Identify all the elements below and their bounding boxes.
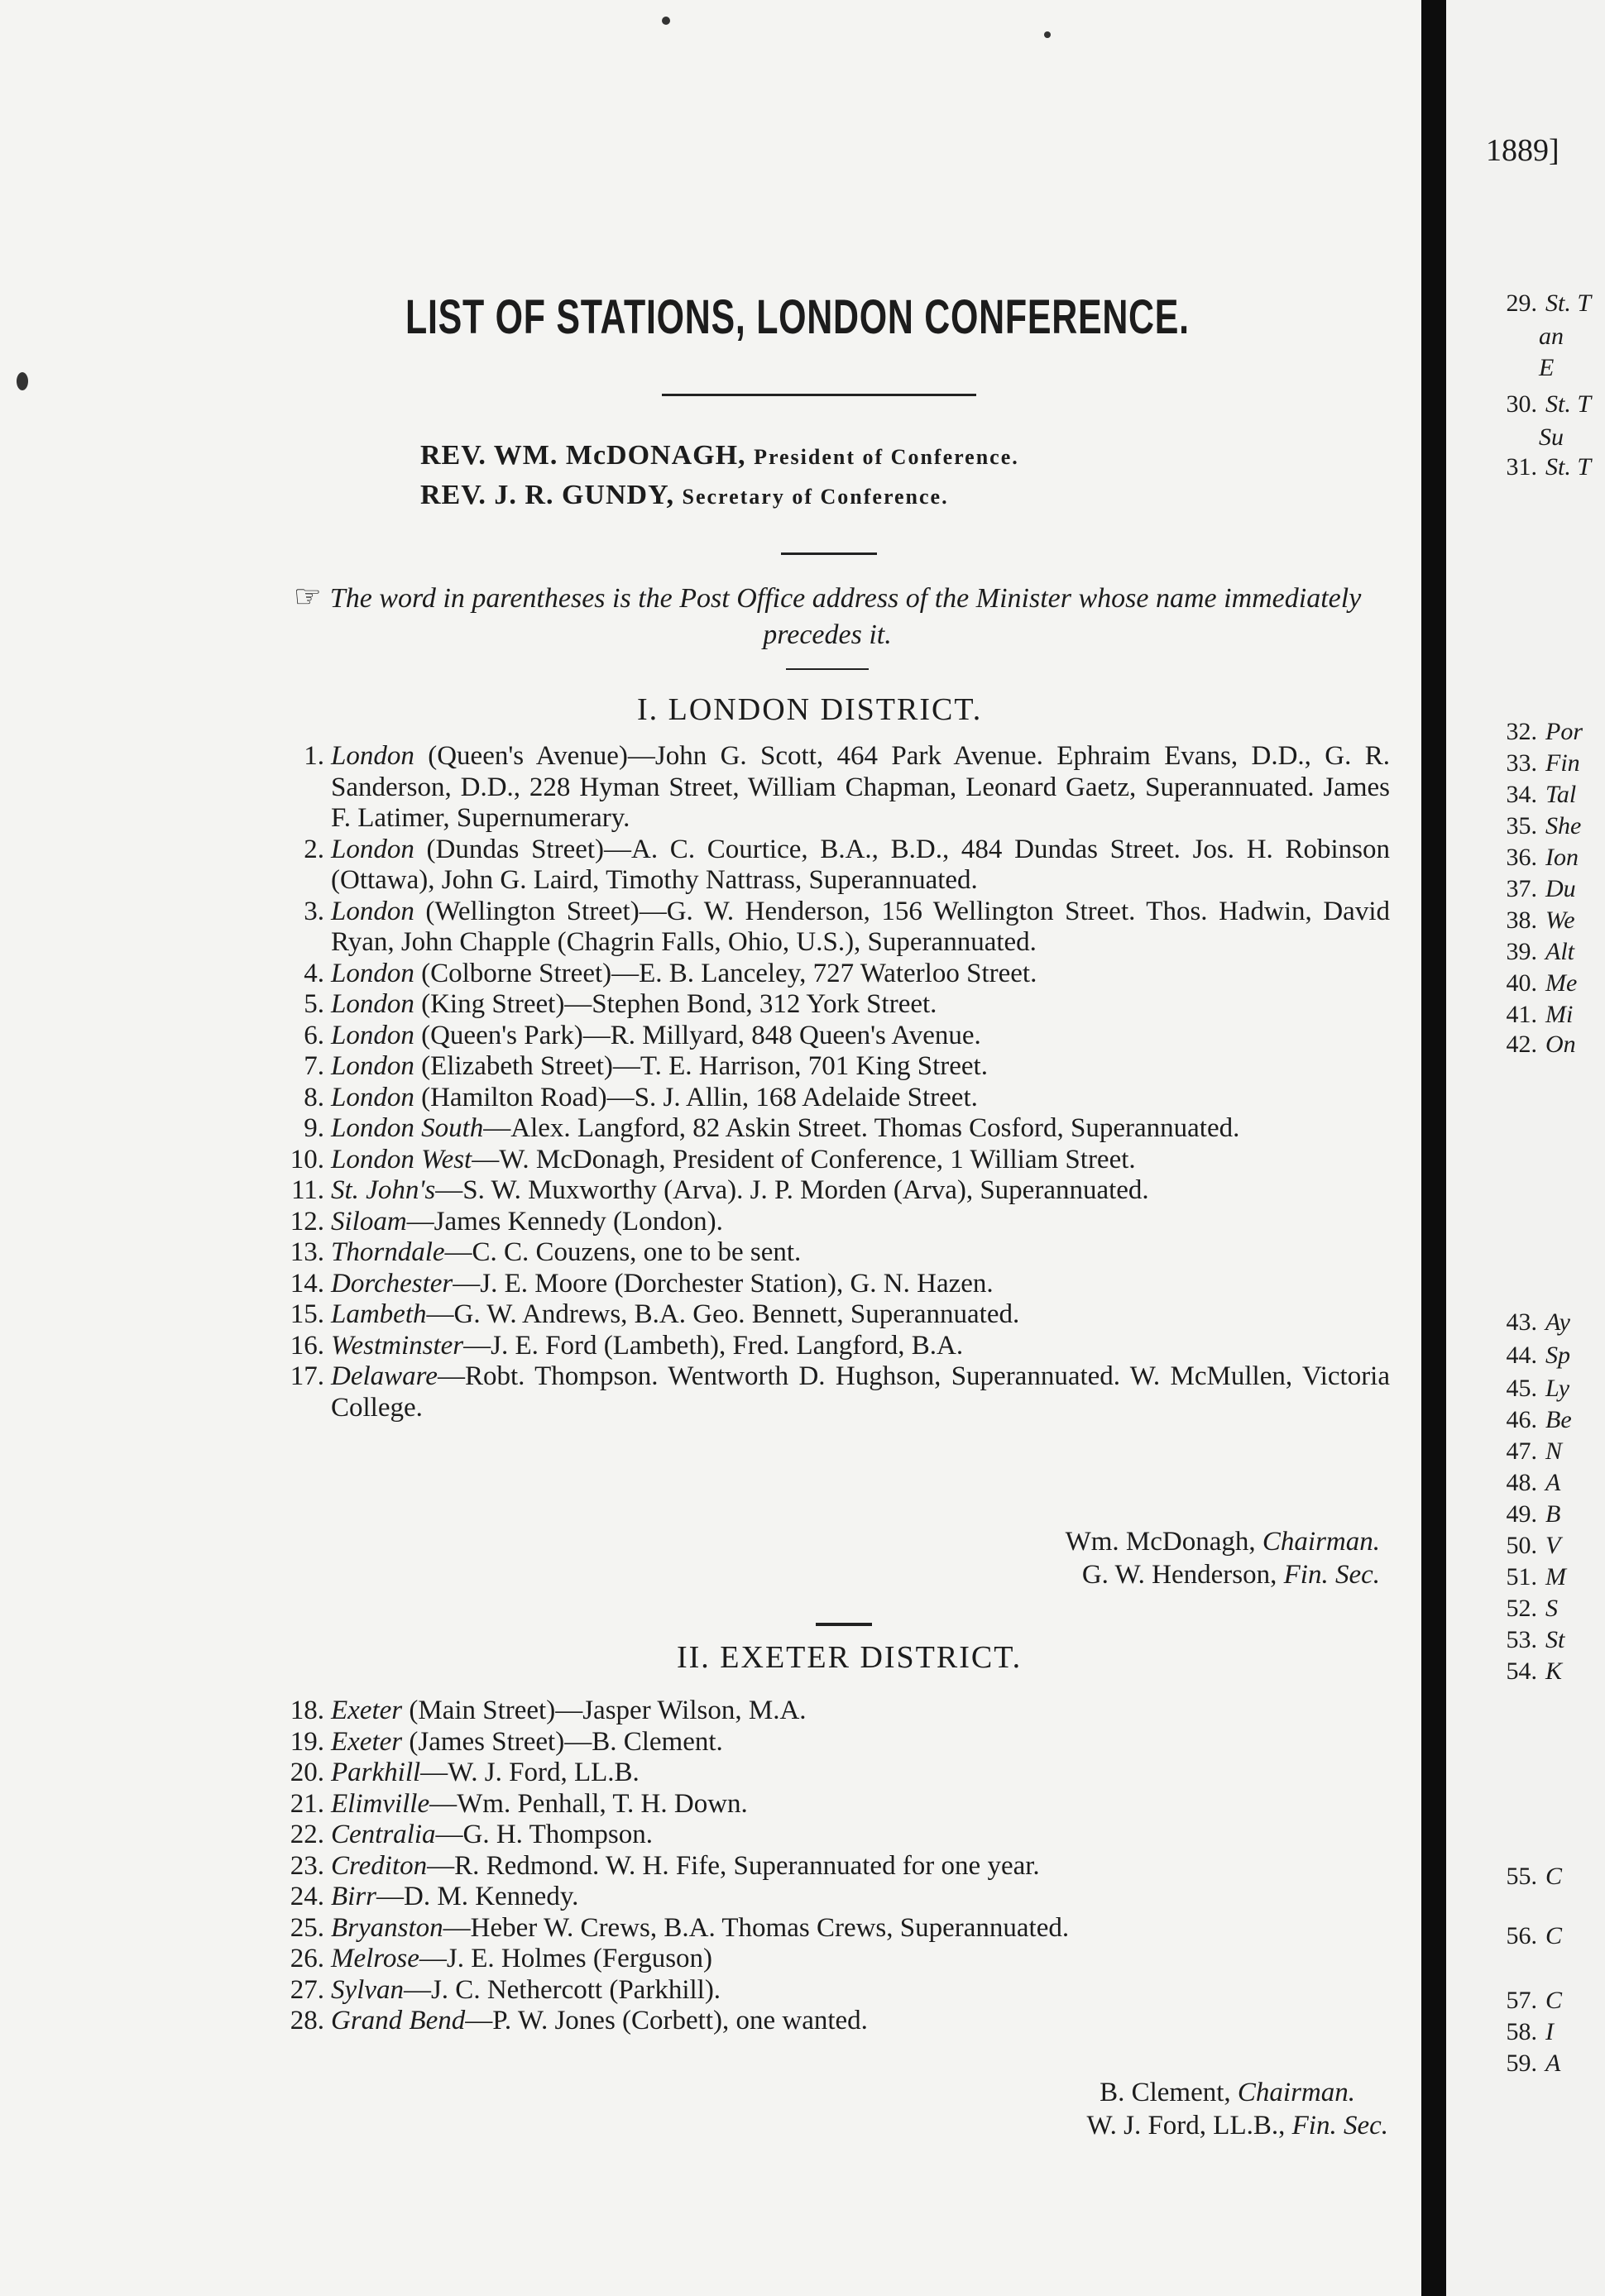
signature-fin-sec: [1086, 2111, 1388, 2141]
adjacent-entry-fragment: Tal: [1545, 781, 1577, 808]
station-details: —C. C. Couzens, one to be sent.: [444, 1237, 802, 1267]
adjacent-entry-number: 51.: [1506, 1563, 1537, 1590]
adjacent-page-line: [1494, 1469, 1560, 1497]
station-entry: [281, 1882, 1390, 1913]
adjacent-entry-fragment: C: [1545, 1987, 1563, 2014]
adjacent-page-line: [1494, 1375, 1569, 1403]
adjacent-page-line: [1539, 354, 1554, 382]
adjacent-page-line: [1494, 2050, 1560, 2078]
entry-number: 2.: [304, 834, 324, 864]
station-details: —P. W. Jones (Corbett), one wanted.: [465, 2006, 868, 2035]
adjacent-entry-fragment: Mi: [1545, 1001, 1574, 1028]
scan-speck: [17, 372, 28, 390]
station-details: (Elizabeth Street)—T. E. Harrison, 701 King Street.: [414, 1051, 988, 1081]
adjacent-page-line: [1494, 1595, 1558, 1623]
entry-number: 12.: [290, 1206, 324, 1236]
station-details: (Dundas Street)—A. C. Courtice, B.A., B.D., 484 Dundas Street. Jos. H. Robinson (Ottawa), John G. Laird, Timothy Nattrass, Superannuated.: [331, 834, 1390, 895]
adjacent-entry-fragment: I: [1545, 2018, 1554, 2045]
station-place: Sylvan: [331, 1974, 404, 2005]
officer-president: [420, 440, 1019, 471]
station-details: (King Street)—Stephen Bond, 312 York Street.: [414, 989, 937, 1019]
adjacent-page-line: [1494, 969, 1577, 997]
adjacent-entry-fragment: Ly: [1545, 1375, 1570, 1402]
station-details: —Heber W. Crews, B.A. Thomas Crews, Superannuated.: [443, 1912, 1070, 1943]
entry-number: 23.: [290, 1850, 324, 1881]
adjacent-entry-number: 46.: [1506, 1406, 1537, 1433]
adjacent-page-line: [1494, 718, 1583, 746]
adjacent-entry-fragment: Ion: [1545, 844, 1579, 871]
station-place: Thorndale: [331, 1237, 445, 1267]
entry-number: 7.: [304, 1051, 324, 1081]
district-heading-exeter: II. EXETER DISTRICT.: [677, 1640, 1023, 1675]
officer-name: REV. J. R. GUNDY,: [420, 480, 674, 510]
station-details: —J. C. Nethercott (Parkhill).: [403, 1974, 721, 2005]
scan-speck: [662, 17, 670, 25]
station-entry: [281, 1975, 1390, 2007]
station-place: Crediton: [331, 1850, 428, 1881]
signatory-title: Fin. Sec.: [1283, 1560, 1380, 1590]
station-entry: [281, 2006, 1390, 2037]
station-details: (Main Street)—Jasper Wilson, M.A.: [402, 1696, 807, 1725]
station-details: —J. E. Moore (Dorchester Station), G. N. Hazen.: [453, 1268, 994, 1299]
station-place: London South: [331, 1113, 484, 1143]
adjacent-entry-number: 35.: [1506, 812, 1537, 839]
adjacent-entry-number: 49.: [1506, 1500, 1537, 1528]
officer-name: REV. WM. McDONAGH,: [420, 440, 746, 471]
entry-number: 15.: [290, 1299, 324, 1329]
adjacent-entry-fragment: She: [1545, 812, 1582, 839]
adjacent-entry-fragment: Du: [1545, 875, 1576, 902]
signatory-name: Wm. McDonagh,: [1065, 1527, 1256, 1557]
station-details: —J. E. Holmes (Ferguson): [419, 1944, 713, 1973]
station-entry: [281, 1361, 1390, 1423]
station-details: —R. Redmond. W. H. Fife, Superannuated for one year.: [427, 1850, 1040, 1881]
adjacent-entry-fragment: Be: [1545, 1406, 1572, 1433]
station-entry: [281, 1113, 1390, 1145]
station-entry: [281, 1237, 1390, 1269]
station-details: (Hamilton Road)—S. J. Allin, 168 Adelaide Street.: [414, 1082, 978, 1112]
station-entry: [281, 1851, 1390, 1882]
adjacent-page-line: [1494, 906, 1575, 935]
adjacent-entry-fragment: Ay: [1545, 1308, 1570, 1336]
adjacent-entry-number: 31.: [1506, 453, 1537, 481]
adjacent-entry-number: 48.: [1506, 1469, 1537, 1496]
page-title: LIST OF STATIONS, LONDON CONFERENCE.: [405, 290, 1190, 344]
adjacent-entry-fragment: an: [1539, 323, 1564, 350]
adjacent-entry-number: 58.: [1506, 2018, 1537, 2045]
adjacent-entry-fragment: M: [1545, 1563, 1566, 1590]
adjacent-page-line: [1539, 323, 1564, 351]
adjacent-page-line: [1494, 1563, 1566, 1591]
adjacent-entry-number: 53.: [1506, 1626, 1537, 1653]
adjacent-page-line: [1494, 1437, 1562, 1466]
signatory-title: Chairman.: [1237, 2078, 1355, 2107]
entry-number: 4.: [304, 958, 324, 988]
signature-chairman: [1100, 2078, 1355, 2108]
entry-number: 10.: [290, 1144, 324, 1174]
station-place: London: [331, 1020, 414, 1050]
entry-number: 6.: [304, 1020, 324, 1050]
station-entry: [281, 959, 1390, 990]
station-entry: [281, 1727, 1390, 1758]
station-place: London: [331, 1051, 414, 1081]
station-place: Birr: [331, 1882, 377, 1911]
adjacent-entry-number: 41.: [1506, 1001, 1537, 1028]
adjacent-entry-fragment: St. T: [1545, 289, 1592, 317]
station-entry: [281, 1331, 1390, 1362]
entry-number: 11.: [290, 1175, 324, 1205]
divider: [816, 1623, 872, 1626]
entry-number: 9.: [304, 1113, 324, 1143]
adjacent-page-line: [1494, 1001, 1573, 1029]
entry-number: 17.: [290, 1361, 324, 1391]
signature-fin-sec: [1082, 1560, 1380, 1590]
station-place: London: [331, 896, 414, 926]
adjacent-entry-number: 56.: [1506, 1922, 1537, 1949]
adjacent-entry-number: 43.: [1506, 1308, 1537, 1336]
station-place: Parkhill: [331, 1758, 421, 1787]
officer-secretary: [420, 480, 949, 511]
adjacent-entry-fragment: Fin: [1545, 749, 1580, 777]
adjacent-entry-number: 42.: [1506, 1031, 1537, 1058]
entry-number: 24.: [290, 1882, 324, 1911]
adjacent-page-line: [1494, 2018, 1554, 2046]
adjacent-page-line: [1494, 844, 1579, 872]
adjacent-page-line: [1494, 453, 1591, 481]
pointing-hand-icon: ☞: [293, 580, 322, 615]
divider: [781, 552, 877, 555]
adjacent-entry-fragment: C: [1545, 1922, 1563, 1949]
entry-number: 1.: [304, 741, 324, 771]
adjacent-page-line: [1494, 938, 1574, 966]
station-entry: [281, 1820, 1390, 1851]
adjacent-page-line: [1494, 1987, 1562, 2015]
signatory-title: Chairman.: [1262, 1527, 1380, 1557]
station-details: —J. E. Ford (Lambeth), Fred. Langford, B.A.: [463, 1330, 964, 1361]
entry-number: 18.: [290, 1696, 324, 1725]
station-place: Elimville: [331, 1788, 430, 1819]
station-details: (Queen's Park)—R. Millyard, 848 Queen's Avenue.: [414, 1020, 981, 1050]
adjacent-entry-fragment: Me: [1545, 969, 1578, 997]
adjacent-entry-fragment: K: [1545, 1657, 1563, 1685]
officer-role: Secretary of Conference.: [682, 485, 949, 509]
address-note: [265, 579, 1390, 653]
entry-number: 3.: [304, 896, 324, 926]
adjacent-entry-fragment: N: [1545, 1437, 1563, 1465]
station-details: —Robt. Thompson. Wentworth D. Hughson, Superannuated. W. McMullen, Victoria College.: [331, 1361, 1390, 1423]
entry-number: 27.: [290, 1974, 324, 2005]
adjacent-page: [1446, 0, 1605, 2296]
scan-speck: [1044, 31, 1051, 38]
adjacent-entry-fragment: B: [1545, 1500, 1561, 1528]
signatory-title: Fin. Sec.: [1291, 2111, 1388, 2141]
station-place: St. John's: [331, 1175, 436, 1205]
adjacent-entry-fragment: A: [1545, 1469, 1561, 1496]
station-entry: [281, 1021, 1390, 1052]
adjacent-entry-fragment: C: [1545, 1863, 1563, 1890]
entry-number: 8.: [304, 1082, 324, 1112]
adjacent-page-line: [1494, 1308, 1570, 1337]
entry-number: 25.: [290, 1912, 324, 1943]
entry-number: 14.: [290, 1268, 324, 1299]
note-text: The word in parentheses is the Post Office address of the Minister whose name immediately precedes it.: [329, 583, 1362, 650]
entry-number: 28.: [290, 2006, 324, 2035]
station-place: Melrose: [331, 1944, 419, 1973]
station-place: Delaware: [331, 1361, 438, 1391]
station-details: (James Street)—B. Clement.: [402, 1726, 723, 1757]
adjacent-entry-number: 59.: [1506, 2050, 1537, 2077]
adjacent-page-line: [1494, 781, 1576, 809]
entry-number: 21.: [290, 1788, 324, 1819]
station-entry: [281, 1145, 1390, 1176]
adjacent-page-line: [1494, 812, 1581, 840]
adjacent-entry-number: 30.: [1506, 390, 1537, 418]
station-entry: [281, 1758, 1390, 1789]
entry-number: 13.: [290, 1237, 324, 1267]
adjacent-entry-fragment: Alt: [1545, 938, 1574, 965]
station-place: Centralia: [331, 1820, 436, 1849]
adjacent-entry-fragment: Sp: [1545, 1342, 1570, 1369]
station-place: London: [331, 989, 414, 1019]
adjacent-page-line: [1494, 1031, 1576, 1059]
adjacent-page-line: [1494, 1406, 1572, 1434]
station-entry: [281, 835, 1390, 897]
adjacent-page-line: [1494, 875, 1576, 903]
signatory-name: W. J. Ford, LL.B.,: [1086, 2111, 1286, 2141]
station-entry: [281, 1083, 1390, 1114]
page-gutter: [1421, 0, 1446, 2296]
adjacent-entry-number: 34.: [1506, 781, 1537, 808]
station-entry: [281, 1269, 1390, 1300]
adjacent-page-line: [1494, 1863, 1562, 1891]
station-place: London: [331, 741, 414, 771]
adjacent-entry-number: 38.: [1506, 906, 1537, 934]
station-place: London: [331, 1082, 414, 1112]
adjacent-entry-number: 47.: [1506, 1437, 1537, 1465]
adjacent-page-line: [1494, 1500, 1560, 1528]
adjacent-page-line: [1494, 749, 1580, 777]
adjacent-page-line: [1494, 1532, 1560, 1560]
station-entry: [281, 1913, 1390, 1944]
station-details: —S. W. Muxworthy (Arva). J. P. Morden (Arva), Superannuated.: [435, 1175, 1149, 1205]
divider: [662, 394, 976, 396]
entry-number: 22.: [290, 1820, 324, 1849]
adjacent-entry-fragment: We: [1545, 906, 1575, 934]
station-details: —D. M. Kennedy.: [376, 1882, 579, 1911]
adjacent-page-line: [1494, 1626, 1564, 1654]
adjacent-entry-number: 39.: [1506, 938, 1537, 965]
station-place: Bryanston: [331, 1912, 443, 1943]
station-entry: [281, 741, 1390, 835]
entry-number: 16.: [290, 1330, 324, 1361]
adjacent-entry-fragment: A: [1545, 2050, 1561, 2077]
adjacent-entry-fragment: S: [1545, 1595, 1558, 1622]
adjacent-entry-number: 45.: [1506, 1375, 1537, 1402]
station-place: Exeter: [331, 1726, 403, 1757]
station-details: —G. H. Thompson.: [435, 1820, 654, 1849]
adjacent-page-line: [1539, 423, 1564, 452]
adjacent-entry-number: 57.: [1506, 1987, 1537, 2014]
station-place: London: [331, 958, 414, 988]
adjacent-entry-number: 37.: [1506, 875, 1537, 902]
station-entry: [281, 1175, 1390, 1207]
adjacent-entry-fragment: Por: [1545, 718, 1583, 745]
adjacent-entry-number: 44.: [1506, 1342, 1537, 1369]
adjacent-entry-number: 54.: [1506, 1657, 1537, 1685]
adjacent-entry-fragment: V: [1545, 1532, 1561, 1559]
station-entry: [281, 989, 1390, 1021]
station-place: Dorchester: [331, 1268, 453, 1299]
station-entry: [281, 1051, 1390, 1083]
adjacent-entry-fragment: Su: [1539, 423, 1564, 451]
adjacent-page-year: 1889]: [1486, 133, 1559, 168]
station-place: Westminster: [331, 1330, 464, 1361]
station-entry: [281, 1299, 1390, 1331]
station-details: (Colborne Street)—E. B. Lanceley, 727 Waterloo Street.: [414, 958, 1037, 988]
adjacent-entry-fragment: On: [1545, 1031, 1576, 1058]
station-place: London: [331, 834, 414, 864]
station-details: —Wm. Penhall, T. H. Down.: [429, 1788, 748, 1819]
signatory-name: G. W. Henderson,: [1081, 1560, 1277, 1590]
london-district-list: [281, 741, 1390, 1423]
entry-number: 26.: [290, 1944, 324, 1973]
station-details: —G. W. Andrews, B.A. Geo. Bennett, Superannuated.: [426, 1299, 1020, 1329]
district-heading-london: I. LONDON DISTRICT.: [637, 692, 983, 727]
adjacent-page-line: [1494, 289, 1591, 318]
adjacent-entry-number: 40.: [1506, 969, 1537, 997]
entry-number: 19.: [290, 1726, 324, 1757]
station-entry: [281, 1207, 1390, 1238]
adjacent-entry-number: 33.: [1506, 749, 1537, 777]
station-entry: [281, 1944, 1390, 1975]
station-details: —W. J. Ford, LL.B.: [420, 1758, 640, 1787]
adjacent-entry-fragment: St. T: [1545, 453, 1592, 481]
adjacent-entry-number: 50.: [1506, 1532, 1537, 1559]
adjacent-entry-fragment: St: [1545, 1626, 1565, 1653]
adjacent-entry-fragment: E: [1539, 354, 1555, 381]
officer-role: President of Conference.: [754, 445, 1019, 469]
station-details: —W. McDonagh, President of Conference, 1 William Street.: [472, 1144, 1136, 1174]
station-entry: [281, 1696, 1390, 1727]
adjacent-entry-fragment: St. T: [1545, 390, 1592, 418]
divider: [786, 668, 869, 670]
adjacent-page-line: [1494, 390, 1591, 419]
station-entry: [281, 897, 1390, 959]
station-place: Exeter: [331, 1696, 403, 1725]
station-details: —Alex. Langford, 82 Askin Street. Thomas Cosford, Superannuated.: [483, 1113, 1240, 1143]
adjacent-entry-number: 55.: [1506, 1863, 1537, 1890]
adjacent-page-line: [1494, 1922, 1562, 1950]
station-details: (Wellington Street)—G. W. Henderson, 156 Wellington Street. Thos. Hadwin, David Ryan, John Chapple (Chagrin Falls, Ohio, U.S.), Superannuated.: [331, 896, 1390, 957]
signature-chairman: [1066, 1527, 1380, 1557]
station-place: Siloam: [331, 1206, 407, 1236]
adjacent-entry-number: 32.: [1506, 718, 1537, 745]
station-entry: [281, 1789, 1390, 1820]
adjacent-page-line: [1494, 1342, 1570, 1370]
exeter-district-list: [281, 1696, 1390, 2037]
adjacent-page-line: [1494, 1657, 1562, 1686]
adjacent-entry-number: 52.: [1506, 1595, 1537, 1622]
entry-number: 20.: [290, 1758, 324, 1787]
adjacent-entry-number: 36.: [1506, 844, 1537, 871]
station-place: Grand Bend: [331, 2006, 466, 2035]
signatory-name: B. Clement,: [1100, 2078, 1231, 2107]
adjacent-entry-number: 29.: [1506, 289, 1537, 317]
entry-number: 5.: [304, 989, 324, 1019]
station-details: (Queen's Avenue)—John G. Scott, 464 Park Avenue. Ephraim Evans, D.D., G. R. Sanderson, D.D., 228 Hyman Street, William Chapman, Leonard Gaetz, Superannuated. James F. Latimer, Supernumerary.: [331, 741, 1390, 833]
station-details: —James Kennedy (London).: [406, 1206, 723, 1236]
station-place: Lambeth: [331, 1299, 427, 1329]
station-place: London West: [331, 1144, 472, 1174]
